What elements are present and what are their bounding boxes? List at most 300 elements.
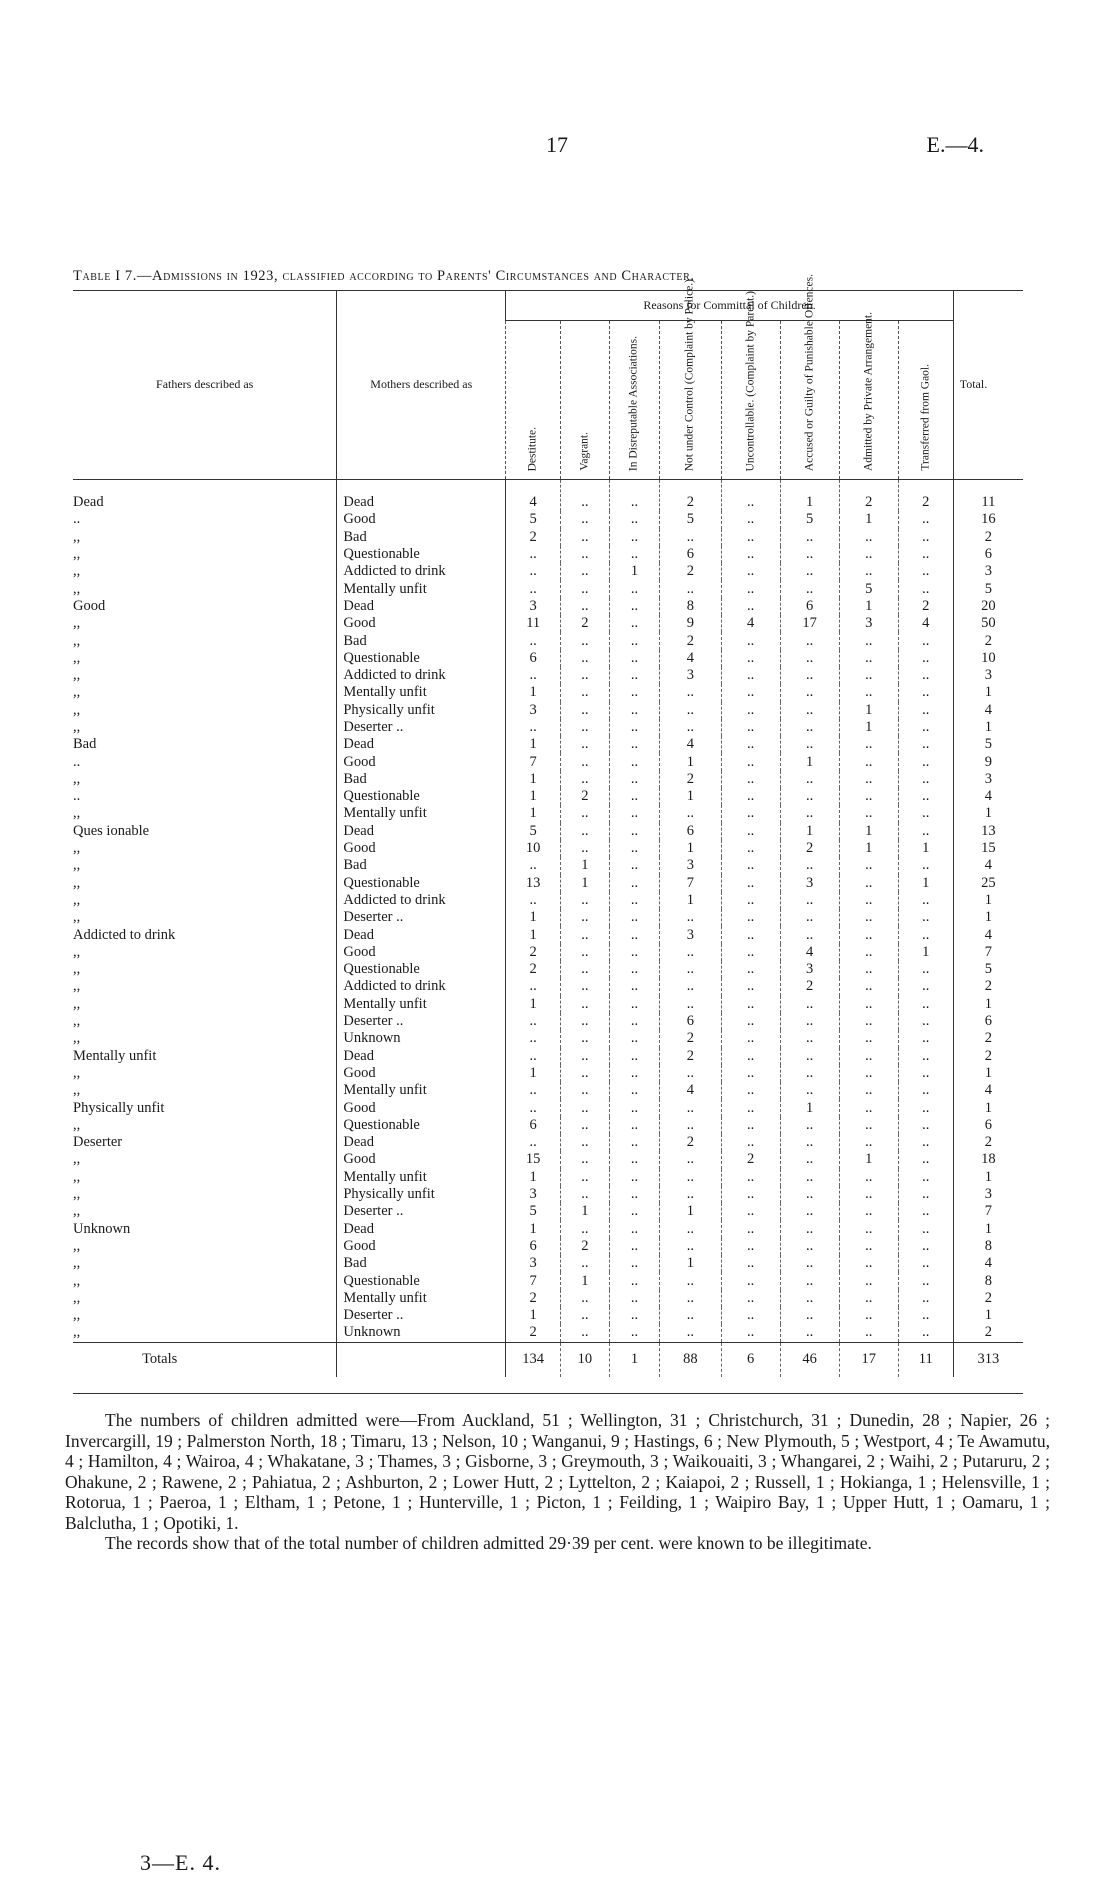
reason-count: .. [780,1151,839,1168]
mother-description: Questionable [337,650,506,667]
row-total: 1 [953,892,1023,909]
row-total: 50 [953,615,1023,632]
mother-description: Mentally unfit [337,580,506,597]
mother-description: Bad [337,632,506,649]
reason-count: .. [506,546,561,563]
father-description: Bad [73,736,97,753]
reason-count: .. [898,1099,953,1116]
reason-count: .. [609,1324,660,1342]
reason-header-not-under-control: Not under Control (Complaint by Police.) [660,321,721,480]
reason-count: 6 [506,1238,561,1255]
table-row [73,996,1023,1013]
reason-count: .. [506,892,561,909]
reason-count: .. [561,684,610,701]
table-row [73,1255,1023,1272]
reason-count: .. [839,1255,898,1272]
row-total: 9 [953,753,1023,770]
reason-count: .. [561,1169,610,1186]
reason-count: .. [898,1290,953,1307]
table-row [73,736,1023,753]
reason-count: .. [660,1272,721,1289]
father-description: ,, [73,909,81,926]
table-row [73,1290,1023,1307]
reason-count: .. [721,1048,780,1065]
reason-count: .. [898,1151,953,1168]
row-total: 2 [953,1030,1023,1047]
row-total: 8 [953,1238,1023,1255]
reason-count: .. [561,909,610,926]
reason-count: .. [780,926,839,943]
reason-count: 5 [780,511,839,528]
table-body [73,480,1023,1343]
father-description: ,, [73,632,81,649]
reason-count: .. [898,736,953,753]
reason-count: .. [506,632,561,649]
reason-count: 2 [839,480,898,512]
reason-count: .. [609,1272,660,1289]
reason-count: 1 [561,1272,610,1289]
reason-count: .. [609,1290,660,1307]
reason-count: 1 [839,598,898,615]
reason-count: 7 [506,753,561,770]
reason-count: 2 [660,1030,721,1047]
father-description: ,, [73,1082,81,1099]
reason-count: 10 [506,840,561,857]
reason-count: .. [609,926,660,943]
reason-count: 4 [898,615,953,632]
reason-count: .. [609,875,660,892]
mother-description: Good [337,753,506,770]
reason-count: .. [721,944,780,961]
reason-count: 6 [780,598,839,615]
reason-count: .. [839,1169,898,1186]
father-description: ,, [73,1151,81,1168]
reason-count: .. [721,1099,780,1116]
row-total: 1 [953,719,1023,736]
reason-header-private-arrangement: Admitted by Private Arrangement. [839,321,898,480]
reason-count: .. [721,546,780,563]
reason-count: 2 [561,615,610,632]
row-total: 15 [953,840,1023,857]
reason-count: .. [839,1272,898,1289]
reason-count: 1 [561,875,610,892]
father-description: Ques ionable [73,822,150,839]
row-total: 4 [953,1082,1023,1099]
reason-count: 5 [506,823,561,840]
row-total: 7 [953,944,1023,961]
reason-count: .. [780,702,839,719]
table-row [73,1065,1023,1082]
total-column-header: Total. [953,290,1023,480]
reason-count: .. [506,1134,561,1151]
reason-count: .. [839,1186,898,1203]
reason-count: .. [609,1030,660,1047]
reason-count: .. [609,719,660,736]
reason-count: .. [780,684,839,701]
table-row [73,598,1023,615]
reason-count: .. [780,892,839,909]
reason-count: .. [506,978,561,995]
reason-count: .. [898,1186,953,1203]
reason-count: .. [660,684,721,701]
reason-count: 2 [506,529,561,546]
reason-count: .. [561,805,610,822]
reason-count: .. [721,511,780,528]
reason-count: .. [561,926,610,943]
footnote-illegitimacy: The records show that of the total number of children admitted 29·39 per cent. were known to be illegitimate. [105,1533,872,1553]
mother-description: Good [337,511,506,528]
reason-count: .. [660,1151,721,1168]
reason-count: 1 [506,1169,561,1186]
reason-count: .. [780,1324,839,1342]
reason-count: .. [609,736,660,753]
reason-count: .. [721,667,780,684]
reason-count: .. [609,684,660,701]
reason-count: .. [561,1151,610,1168]
mother-description: Bad [337,1255,506,1272]
father-description: ,, [73,1289,81,1306]
reason-count: .. [780,1307,839,1324]
reason-count: 1 [506,788,561,805]
father-description: ,, [73,995,81,1012]
reason-count: .. [721,1117,780,1134]
reason-count: 6 [660,1013,721,1030]
father-description: Physically unfit [73,1099,165,1116]
mother-description: Unknown [337,1324,506,1342]
father-description: ,, [73,840,81,857]
reason-count: .. [898,1169,953,1186]
father-description: ,, [73,528,81,545]
reason-count: .. [561,580,610,597]
father-description: Addicted to drink [73,926,176,943]
grand-total-cell: 313 [953,1342,1023,1377]
reason-count: .. [561,736,610,753]
reason-count: 1 [839,1151,898,1168]
table-row [73,771,1023,788]
father-description: ,, [73,649,81,666]
reason-count: .. [839,857,898,874]
sheet-signature: 3—E. 4. [140,1850,221,1875]
totals-row [73,1342,1023,1377]
table-row [73,702,1023,719]
father-description: Dead [73,494,104,511]
reason-count: .. [839,1082,898,1099]
table-row [73,978,1023,995]
reason-count: .. [898,650,953,667]
father-description: Mentally unfit [73,1047,157,1064]
mother-description: Questionable [337,961,506,978]
table-row [73,615,1023,632]
reason-count: .. [609,857,660,874]
reason-count: .. [898,684,953,701]
reason-count: 3 [660,667,721,684]
reason-header-disreputable: In Disreputable Associations. [609,321,660,480]
row-total: 1 [953,1220,1023,1237]
reason-count: .. [660,996,721,1013]
reason-count: .. [721,823,780,840]
reason-count: 1 [506,684,561,701]
total-cell: 46 [780,1342,839,1377]
mother-description: Bad [337,529,506,546]
reason-count: 2 [660,1134,721,1151]
reason-count: .. [721,1065,780,1082]
reason-count: 2 [506,1290,561,1307]
table-row [73,563,1023,580]
reason-count: .. [839,788,898,805]
table-row [73,1307,1023,1324]
father-description: .. [73,753,81,770]
row-total: 1 [953,684,1023,701]
total-cell: 11 [898,1342,953,1377]
reason-count: .. [721,1238,780,1255]
reason-count: .. [721,1255,780,1272]
mother-description: Mentally unfit [337,996,506,1013]
reason-count: .. [506,1030,561,1047]
table-row [73,1117,1023,1134]
reason-count: .. [721,788,780,805]
reason-count: .. [561,1099,610,1116]
reason-count: 1 [660,840,721,857]
reason-count: .. [780,546,839,563]
reason-count: 3 [660,926,721,943]
table-row [73,719,1023,736]
reason-count: .. [561,823,610,840]
table-bottom-rule [73,1393,1023,1394]
mother-description: Dead [337,1048,506,1065]
reason-count: .. [898,563,953,580]
father-description: ,, [73,546,81,563]
reason-count: 1 [898,840,953,857]
reason-count: .. [721,736,780,753]
total-cell: 134 [506,1342,561,1377]
reason-count: .. [721,1220,780,1237]
reason-count: 2 [561,788,610,805]
reason-count: .. [898,1030,953,1047]
reason-count: 2 [780,978,839,995]
total-cell: 6 [721,1342,780,1377]
reason-count: .. [609,1203,660,1220]
father-description: Unknown [73,1220,131,1237]
mother-description: Dead [337,1134,506,1151]
father-description: ,, [73,1168,81,1185]
reason-count: .. [780,805,839,822]
reason-count: 1 [506,1065,561,1082]
table-row [73,1272,1023,1289]
reason-count: .. [721,719,780,736]
reason-count: .. [561,1117,610,1134]
row-total: 4 [953,1255,1023,1272]
father-description: Good [73,597,106,614]
reason-count: .. [660,580,721,597]
reason-count: .. [660,1307,721,1324]
row-total: 8 [953,1272,1023,1289]
reason-header-offences: Accused or Guilty of Punishable Offences. [780,321,839,480]
row-total: 3 [953,667,1023,684]
reason-count: 2 [721,1151,780,1168]
table-row [73,632,1023,649]
reason-count: 2 [780,840,839,857]
reason-count: .. [839,805,898,822]
reason-count: .. [721,580,780,597]
reason-count: .. [839,1013,898,1030]
reason-count: 1 [898,875,953,892]
table-row [73,1082,1023,1099]
reason-count: .. [839,875,898,892]
reason-count: .. [780,1238,839,1255]
row-total: 20 [953,598,1023,615]
mother-description: Questionable [337,1272,506,1289]
reason-count: 3 [839,615,898,632]
table-row [73,1048,1023,1065]
row-total: 3 [953,563,1023,580]
reason-count: .. [898,1203,953,1220]
father-description: ,, [73,857,81,874]
father-description: ,, [73,770,81,787]
reason-count: .. [721,996,780,1013]
reason-count: .. [721,632,780,649]
reason-count: .. [839,563,898,580]
reason-count: .. [561,892,610,909]
reason-count: .. [839,1324,898,1342]
reason-count: .. [660,719,721,736]
reason-count: .. [839,684,898,701]
table-row [73,788,1023,805]
father-description: ,, [73,1324,81,1341]
reason-count: .. [721,978,780,995]
reason-count: .. [898,1134,953,1151]
reason-count: .. [721,1169,780,1186]
reason-count: .. [898,771,953,788]
reason-count: 9 [660,615,721,632]
reason-count: 3 [660,857,721,874]
reason-count: .. [609,632,660,649]
father-description: ,, [73,978,81,995]
reason-count: .. [780,1220,839,1237]
reason-count: .. [780,1272,839,1289]
reason-count: .. [609,788,660,805]
father-description: ,, [73,1237,81,1254]
mother-description: Bad [337,771,506,788]
reason-count: 5 [839,580,898,597]
reason-count: .. [660,1099,721,1116]
reason-count: .. [721,875,780,892]
row-total: 2 [953,1048,1023,1065]
table-row [73,580,1023,597]
reason-count: .. [898,1324,953,1342]
reason-count: .. [898,909,953,926]
mother-description: Questionable [337,1117,506,1134]
reason-count: .. [609,580,660,597]
row-total: 5 [953,961,1023,978]
father-description: ,, [73,1116,81,1133]
reason-count: .. [898,857,953,874]
reason-count: .. [780,1203,839,1220]
reason-count: .. [721,805,780,822]
reason-count: .. [898,1238,953,1255]
reason-count: .. [561,1290,610,1307]
reason-count: .. [660,978,721,995]
reason-count: .. [609,840,660,857]
reason-count: .. [609,1117,660,1134]
total-cell: 17 [839,1342,898,1377]
mother-description: Physically unfit [337,1186,506,1203]
table-row [73,805,1023,822]
reason-count: .. [898,1013,953,1030]
father-description: ,, [73,684,81,701]
father-description: ,, [73,667,81,684]
reason-count: .. [561,480,610,512]
mother-description: Good [337,840,506,857]
table-row [73,909,1023,926]
mother-description: Deserter .. [337,1203,506,1220]
reason-count: 1 [780,480,839,512]
mothers-column-header: Mothers described as [337,290,506,480]
mother-description: Mentally unfit [337,1082,506,1099]
reason-count: .. [780,563,839,580]
page-number: 17 [546,132,568,157]
father-description: .. [73,511,81,528]
father-description: ,, [73,1272,81,1289]
reason-count: .. [609,702,660,719]
father-description: ,, [73,701,81,718]
reason-count: .. [721,1013,780,1030]
reason-count: .. [609,996,660,1013]
reason-count: .. [561,1186,610,1203]
reason-count: .. [721,529,780,546]
reason-count: .. [780,857,839,874]
reason-count: .. [780,529,839,546]
reason-count: 1 [506,771,561,788]
reason-count: .. [561,840,610,857]
reason-count: .. [609,1134,660,1151]
mother-description: Dead [337,1220,506,1237]
reason-count: .. [506,1082,561,1099]
reason-count: .. [609,598,660,615]
reason-count: 1 [660,1203,721,1220]
reason-count: 2 [506,944,561,961]
reason-count: .. [660,1186,721,1203]
table-row [73,480,1023,512]
reason-count: .. [898,1220,953,1237]
total-cell: 10 [561,1342,610,1377]
table-row [73,926,1023,943]
table-row [73,1013,1023,1030]
row-total: 6 [953,1117,1023,1134]
reason-count: 7 [506,1272,561,1289]
reason-count: .. [898,823,953,840]
reason-count: .. [839,892,898,909]
reason-count: 3 [506,1255,561,1272]
reason-count: .. [721,1134,780,1151]
reason-count: .. [609,978,660,995]
reason-count: .. [721,1272,780,1289]
reason-count: .. [780,1065,839,1082]
reason-count: .. [660,805,721,822]
reason-count: .. [561,529,610,546]
row-total: 4 [953,702,1023,719]
table-row [73,1099,1023,1116]
reason-count: 2 [660,771,721,788]
reason-count: 2 [898,480,953,512]
reason-count: .. [660,1324,721,1342]
reason-count: .. [839,632,898,649]
reason-count: .. [609,944,660,961]
reason-count: .. [721,1186,780,1203]
reason-count: .. [839,1048,898,1065]
mother-description: Dead [337,480,506,512]
reason-count: .. [898,511,953,528]
reason-count: 17 [780,615,839,632]
